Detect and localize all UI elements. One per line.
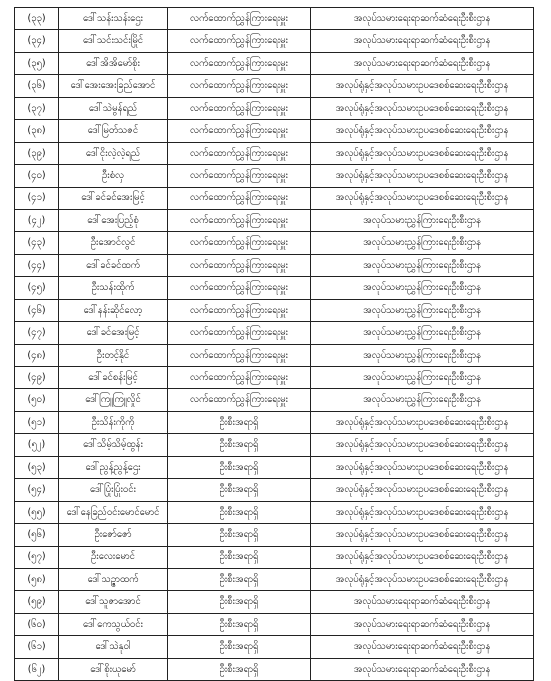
row-number-cell: (၃၅) — [15, 52, 59, 74]
department-cell: အလုပ်ရုံနှင့်အလုပ်သမားဥပဒေစစ်ဆေးရေးဦးစီးဌာန — [311, 165, 534, 187]
row-number-cell: (၄၁) — [15, 187, 59, 209]
row-number-cell: (၄၂) — [15, 209, 59, 231]
row-number-cell: (၅၄) — [15, 479, 59, 501]
row-number-cell: (၃၆) — [15, 75, 59, 97]
department-cell: အလုပ်သမားရေးရာဆက်ဆံရေးဦးစီးဌာန — [311, 613, 534, 635]
row-number-cell: (၃၉) — [15, 142, 59, 164]
table-row — [15, 8, 534, 30]
name-cell: ဦးဇော်ဇော် — [59, 524, 168, 546]
department-cell: အလုပ်ရုံနှင့်အလုပ်သမားဥပဒေစစ်ဆေးရေးဦးစီးဌာန — [311, 568, 534, 590]
row-number-cell: (၆၁) — [15, 636, 59, 658]
department-cell: အလုပ်ရုံနှင့်အလုပ်သမားဥပဒေစစ်ဆေးရေးဦးစီးဌာန — [311, 187, 534, 209]
table-row — [15, 254, 534, 276]
name-cell: ဒေါ်ညွန့်ညွန့်ဌေး — [59, 456, 168, 478]
table-row — [15, 97, 534, 119]
row-number-cell: (၃၈) — [15, 120, 59, 142]
table-row — [15, 636, 534, 658]
rank-cell: ဦးစီးအရာရှိ — [168, 658, 311, 680]
name-cell: ဒေါ်သဉ္ဇာထက် — [59, 568, 168, 590]
rank-cell: လက်ထောက်ညွှန်ကြားရေးမှူး — [168, 97, 311, 119]
table-row — [15, 456, 534, 478]
name-cell: ဒေါ်ခင်ခင်ထက် — [59, 254, 168, 276]
department-cell: အလုပ်သမားညွှန်ကြားရေးဦးစီးဌာန — [311, 344, 534, 366]
department-cell: အလုပ်သမားရေးရာဆက်ဆံရေးဦးစီးဌာန — [311, 591, 534, 613]
table-row — [15, 658, 534, 680]
department-cell: အလုပ်ရုံနှင့်အလုပ်သမားဥပဒေစစ်ဆေးရေးဦးစီးဌာန — [311, 75, 534, 97]
department-cell: အလုပ်ရုံနှင့်အလုပ်သမားဥပဒေစစ်ဆေးရေးဦးစီးဌာန — [311, 479, 534, 501]
name-cell: ဒေါ်သဲမွန်ရည် — [59, 97, 168, 119]
department-cell: အလုပ်သမားညွှန်ကြားရေးဦးစီးဌာန — [311, 299, 534, 321]
rank-cell: လက်ထောက်ညွှန်ကြားရေးမှူး — [168, 367, 311, 389]
rank-cell: လက်ထောက်ညွှန်ကြားရေးမှူး — [168, 209, 311, 231]
department-cell: အလုပ်သမားရေးရာဆက်ဆံရေးဦးစီးဌာန — [311, 30, 534, 52]
row-number-cell: (၅၉) — [15, 591, 59, 613]
name-cell: ဒေါ်သင်းသင်းမြိုင် — [59, 30, 168, 52]
row-number-cell: (၅၁) — [15, 411, 59, 433]
name-cell: ဒေါ်ခင်အေးမြင့် — [59, 322, 168, 344]
rank-cell: ဦးစီးအရာရှိ — [168, 479, 311, 501]
department-cell: အလုပ်ရုံနှင့်အလုပ်သမားဥပဒေစစ်ဆေးရေးဦးစီးဌာန — [311, 456, 534, 478]
name-cell: ဦးသိန်းကိုကို — [59, 411, 168, 433]
row-number-cell: (၅၃) — [15, 456, 59, 478]
department-cell: အလုပ်သမားရေးရာဆက်ဆံရေးဦးစီးဌာန — [311, 8, 534, 30]
table-row — [15, 142, 534, 164]
rank-cell: ဦးစီးအရာရှိ — [168, 591, 311, 613]
rank-cell: လက်ထောက်ညွှန်ကြားရေးမှူး — [168, 344, 311, 366]
name-cell: ဦးသန်းထိုက် — [59, 277, 168, 299]
name-cell: ဒေါ်ပြုံးပြုံးဝင်း — [59, 479, 168, 501]
name-cell: ဒေါ်နန်းဆိုင်လော့ — [59, 299, 168, 321]
row-number-cell: (၃၄) — [15, 30, 59, 52]
row-number-cell: (၄၅) — [15, 277, 59, 299]
row-number-cell: (၄၃) — [15, 232, 59, 254]
name-cell: ဦးအောင်လွင် — [59, 232, 168, 254]
name-cell: ဦးလေးမောင် — [59, 546, 168, 568]
table-row — [15, 501, 534, 523]
rank-cell: ဦးစီးအရာရှိ — [168, 613, 311, 635]
row-number-cell: (၄၇) — [15, 322, 59, 344]
rank-cell: လက်ထောက်ညွှန်ကြားရေးမှူး — [168, 187, 311, 209]
table-row — [15, 30, 534, 52]
department-cell: အလုပ်သမားညွှန်ကြားရေးဦးစီးဌာန — [311, 232, 534, 254]
table-row — [15, 277, 534, 299]
name-cell: ဒေါ်သိမ့်သိမ့်ထွန်း — [59, 434, 168, 456]
department-cell: အလုပ်ရုံနှင့်အလုပ်သမားဥပဒေစစ်ဆေးရေးဦးစီးဌာန — [311, 97, 534, 119]
table-row — [15, 209, 534, 231]
name-cell: ဒေါ်ခင်ခင်အေးမြင့် — [59, 187, 168, 209]
department-cell: အလုပ်ရုံနှင့်အလုပ်သမားဥပဒေစစ်ဆေးရေးဦးစီးဌာန — [311, 524, 534, 546]
name-cell: ဒေါ်အေးအေးခြည်အောင် — [59, 75, 168, 97]
table-row — [15, 389, 534, 411]
department-cell: အလုပ်ရုံနှင့်အလုပ်သမားဥပဒေစစ်ဆေးရေးဦးစီးဌာန — [311, 546, 534, 568]
row-number-cell: (၄၄) — [15, 254, 59, 276]
name-cell: ဒေါ်မြတ်သဇင် — [59, 120, 168, 142]
name-cell: ဒေါ်သန်းသန်းဌေး — [59, 8, 168, 30]
row-number-cell: (၅၀) — [15, 389, 59, 411]
department-cell: အလုပ်သမားညွှန်ကြားရေးဦးစီးဌာန — [311, 367, 534, 389]
name-cell: ဒေါ်ကြူကြူလှိုင် — [59, 389, 168, 411]
rank-cell: လက်ထောက်ညွှန်ကြားရေးမှူး — [168, 277, 311, 299]
row-number-cell: (၅၆) — [15, 524, 59, 546]
name-cell: ဒေါ်နေခြည်ဝင်းမောင်မောင် — [59, 501, 168, 523]
table-row — [15, 524, 534, 546]
table-row — [15, 546, 534, 568]
name-cell: ဒေါ်အေးပြည့်စုံ — [59, 209, 168, 231]
row-number-cell: (၄၈) — [15, 344, 59, 366]
row-number-cell: (၆၀) — [15, 613, 59, 635]
rank-cell: လက်ထောက်ညွှန်ကြားရေးမှူး — [168, 299, 311, 321]
table-row — [15, 322, 534, 344]
row-number-cell: (၅၇) — [15, 546, 59, 568]
department-cell: အလုပ်သမားညွှန်ကြားရေးဦးစီးဌာန — [311, 277, 534, 299]
rank-cell: လက်ထောက်ညွှန်ကြားရေးမှူး — [168, 389, 311, 411]
rank-cell: ဦးစီးအရာရှိ — [168, 501, 311, 523]
table-row — [15, 591, 534, 613]
table-row — [15, 299, 534, 321]
rank-cell: လက်ထောက်ညွှန်ကြားရေးမှူး — [168, 8, 311, 30]
row-number-cell: (၆၂) — [15, 658, 59, 680]
table-row — [15, 367, 534, 389]
department-cell: အလုပ်ရုံနှင့်အလုပ်သမားဥပဒေစစ်ဆေးရေးဦးစီးဌာန — [311, 411, 534, 433]
rank-cell: ဦးစီးအရာရှိ — [168, 636, 311, 658]
name-cell: ဒေါ်သဲနုဝါ — [59, 636, 168, 658]
table-row — [15, 479, 534, 501]
rank-cell: လက်ထောက်ညွှန်ကြားရေးမှူး — [168, 120, 311, 142]
rank-cell: ဦးစီးအရာရှိ — [168, 411, 311, 433]
row-number-cell: (၅၂) — [15, 434, 59, 456]
row-number-cell: (၅၅) — [15, 501, 59, 523]
department-cell: အလုပ်ရုံနှင့်အလုပ်သမားဥပဒေစစ်ဆေးရေးဦးစီးဌာန — [311, 120, 534, 142]
department-cell: အလုပ်သမားရေးရာဆက်ဆံရေးဦးစီးဌာန — [311, 52, 534, 74]
rank-cell: ဦးစီးအရာရှိ — [168, 524, 311, 546]
row-number-cell: (၄၉) — [15, 367, 59, 389]
rank-cell: ဦးစီးအရာရှိ — [168, 434, 311, 456]
department-cell: အလုပ်သမားညွှန်ကြားရေးဦးစီးဌာန — [311, 209, 534, 231]
table-row — [15, 568, 534, 590]
department-cell: အလုပ်ရုံနှင့်အလုပ်သမားဥပဒေစစ်ဆေးရေးဦးစီးဌာန — [311, 501, 534, 523]
name-cell: ဒေါ်သူဇာအောင် — [59, 591, 168, 613]
name-cell: ဒေါ်အိအိမော်စိုး — [59, 52, 168, 74]
table-row — [15, 75, 534, 97]
department-cell: အလုပ်သမားညွှန်ကြားရေးဦးစီးဌာန — [311, 322, 534, 344]
rank-cell: လက်ထောက်ညွှန်ကြားရေးမှူး — [168, 52, 311, 74]
table-row — [15, 120, 534, 142]
rank-cell: လက်ထောက်ညွှန်ကြားရေးမှူး — [168, 165, 311, 187]
name-cell: ဒေါ်စိုးယုမော် — [59, 658, 168, 680]
rank-cell: လက်ထောက်ညွှန်ကြားရေးမှူး — [168, 142, 311, 164]
rank-cell: ဦးစီးအရာရှိ — [168, 546, 311, 568]
rank-cell: လက်ထောက်ညွှန်ကြားရေးမှူး — [168, 232, 311, 254]
staff-table-body — [15, 8, 534, 681]
department-cell: အလုပ်ရုံနှင့်အလုပ်သမားဥပဒေစစ်ဆေးရေးဦးစီးဌာန — [311, 142, 534, 164]
name-cell: ဒေါ်ကေသွယ်ဝင်း — [59, 613, 168, 635]
name-cell: ဦးစံလှ — [59, 165, 168, 187]
rank-cell: လက်ထောက်ညွှန်ကြားရေးမှူး — [168, 322, 311, 344]
department-cell: အလုပ်သမားညွှန်ကြားရေးဦးစီးဌာန — [311, 254, 534, 276]
table-row — [15, 232, 534, 254]
row-number-cell: (၃၇) — [15, 97, 59, 119]
table-row — [15, 434, 534, 456]
staff-table — [14, 7, 534, 681]
name-cell: ဦးတင့်နိုင် — [59, 344, 168, 366]
table-row — [15, 613, 534, 635]
table-row — [15, 411, 534, 433]
department-cell: အလုပ်သမားရေးရာဆက်ဆံရေးဦးစီးဌာန — [311, 658, 534, 680]
table-row — [15, 187, 534, 209]
table-row — [15, 52, 534, 74]
rank-cell: ဦးစီးအရာရှိ — [168, 568, 311, 590]
row-number-cell: (၃၃) — [15, 8, 59, 30]
department-cell: အလုပ်သမားရေးရာဆက်ဆံရေးဦးစီးဌာန — [311, 636, 534, 658]
table-row — [15, 165, 534, 187]
row-number-cell: (၅၈) — [15, 568, 59, 590]
row-number-cell: (၄၆) — [15, 299, 59, 321]
department-cell: အလုပ်သမားညွှန်ကြားရေးဦးစီးဌာန — [311, 389, 534, 411]
rank-cell: ဦးစီးအရာရှိ — [168, 456, 311, 478]
row-number-cell: (၄၀) — [15, 165, 59, 187]
table-row — [15, 344, 534, 366]
name-cell: ဒေါ်ခင်စန်းမြင့် — [59, 367, 168, 389]
name-cell: ဒေါ်ငိုးလဲ့လဲ့ရည် — [59, 142, 168, 164]
department-cell: အလုပ်ရုံနှင့်အလုပ်သမားဥပဒေစစ်ဆေးရေးဦးစီးဌာန — [311, 434, 534, 456]
rank-cell: လက်ထောက်ညွှန်ကြားရေးမှူး — [168, 75, 311, 97]
rank-cell: လက်ထောက်ညွှန်ကြားရေးမှူး — [168, 30, 311, 52]
rank-cell: လက်ထောက်ညွှန်ကြားရေးမှူး — [168, 254, 311, 276]
